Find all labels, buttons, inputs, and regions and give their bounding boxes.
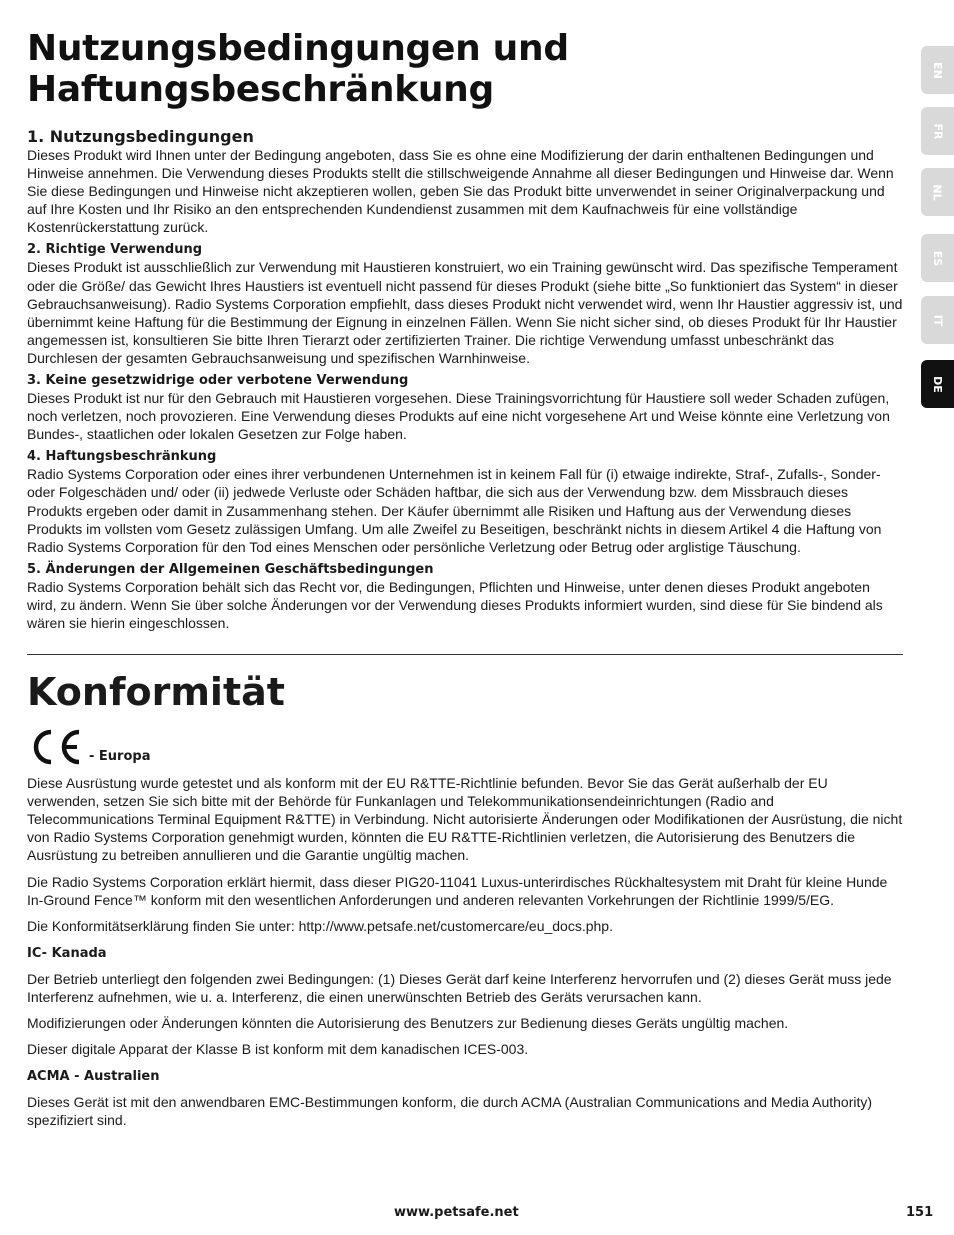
europe-row — [27, 726, 903, 766]
language-tab-de[interactable]: DE — [921, 360, 954, 408]
page-title-line2: Haftungsbeschränkung — [27, 69, 494, 110]
section4-heading: 4. Haftungsbeschränkung — [27, 449, 217, 465]
language-tab-nl[interactable]: NL — [921, 168, 954, 216]
section5-text: Radio Systems Corporation behält sich das Recht vor, die Bedingungen, Pflichten und Hinweise, unter denen dieses Produkt angeboten wird, zu ändern. Wenn Sie über solche Änderungen vor der Verwendung dieses Produkts informiert wurden, sind diese für Sie bindend als wären sie hierin eingeschlossen. — [27, 578, 883, 631]
page-number: 151 — [906, 1205, 934, 1220]
canada-paragraph-1: Der Betrieb unterliegt den folgenden zwei Bedingungen: (1) Dieses Gerät darf keine Interferenz hervorrufen und (2) dieses Gerät muss jede Interferenz aufnehmen, wie u. a. Interferenz, die einen unerwünschten Betrieb des Geräts verursachen kann. — [27, 970, 892, 1005]
europe-label: - Europa — [89, 749, 151, 765]
ce-mark-icon — [27, 728, 83, 766]
europe-paragraph-2: Die Radio Systems Corporation erklärt hiermit, dass dieser PIG20-11041 Luxus-unterirdisches Rückhaltesystem mit Draht für kleine Hunde In-Ground Fence™ konform mit den wesentlichen Anforderungen und anderen relevanten Vorkehrungen der Richtlinie 1999/5/EG. — [27, 873, 888, 908]
page-title-line1: Nutzungsbedingungen und — [27, 28, 569, 69]
europe-paragraph-1: Diese Ausrüstung wurde getestet und als konform mit der EU R&TTE-Richtlinie befunden. Bevor Sie das Gerät außerhalb der EU verwenden, setzen Sie sich bitte mit der Behörde für Funkanlagen und Telekommunikationsendeinrichtungen (Radio and Telecommunications Terminal Equipment R&TTE) in Verbindung. Nicht autorisierte Änderungen oder Modifikationen der Ausrüstung, die nicht von Radio Systems Corporation genehmigt wurden, könnten die EU R&TTE-Richtlinien verletzen, die Autorisierung des Benutzers die Ausrüstung zu betreiben annullieren und die Garantie ungültig machen. — [27, 775, 903, 864]
canada-paragraph-3: Dieser digitale Apparat der Klasse B ist konform mit dem kanadischen ICES-003. — [27, 1041, 529, 1058]
australia-paragraph-1: Dieses Gerät ist mit den anwendbaren EMC-Bestimmungen konform, die durch ACMA (Australian Communications and Media Authority) spezifiziert sind. — [27, 1094, 873, 1129]
section1-text: Dieses Produkt wird Ihnen unter der Bedingung angeboten, dass Sie es ohne eine Modifizierung der darin enthaltenen Bedingungen und Hinweise annehmen. Die Verwendung dieses Produkts stellt die stillschweigende Annahme all dieser Bedingungen und Hinweise dar. Wenn Sie diese Bedingungen und Hinweise nicht akzeptieren wollen, geben Sie das Produkt bitte unverwendet in seiner Originalverpackung und auf Ihre Kosten und Ihr Risiko an den entsprechenden Kundendienst zusammen mit dem Kaufnachweis für eine vollständige Kostenrückerstattung zurück. — [27, 147, 894, 236]
section1-heading: 1. Nutzungsbedingungen — [27, 127, 254, 146]
conformity-heading: Konformität — [27, 670, 285, 715]
australia-heading: ACMA - Australien — [27, 1069, 160, 1085]
language-tab-fr[interactable]: FR — [921, 107, 954, 155]
section2-heading: 2. Richtige Verwendung — [27, 242, 203, 258]
document-page — [27, 28, 903, 1129]
language-tab-es[interactable]: ES — [921, 234, 954, 282]
canada-paragraph-2: Modifizierungen oder Änderungen könnten die Autorisierung des Benutzers zur Bedienung dieses Geräts ungültig machen. — [27, 1015, 789, 1031]
page-title — [27, 28, 903, 110]
footer-url[interactable]: www.petsafe.net — [394, 1205, 519, 1220]
europe-paragraph-3: Die Konformitätserklärung finden Sie unter: http://www.petsafe.net/customercare/eu_docs.php. — [27, 917, 613, 934]
section5-heading: 5. Änderungen der Allgemeinen Geschäftsbedingungen — [27, 561, 434, 577]
section4-text: Radio Systems Corporation oder eines ihrer verbundenen Unternehmen ist in keinem Fall für (i) etwaige indirekte, Straf-, Zufalls-, Sonder- oder Folgeschäden und/ oder (ii) jedwede Verluste oder Schäden haftbar, die sich aus der Verwendung bzw. dem Missbrauch dieses Produkts ergeben oder damit in Zusammenhang stehen. Der Käufer übernimmt alle Risiken und Haftung aus der Verwendung dieses Produkts im vollsten vom Gesetz zulässigen Umfang. Um alle Zweifel zu Beseitigen, beschränkt nichts in diesem Artikel 4 die Haftung von Radio Systems Corporation für den Tod eines Menschen oder persönliche Verletzung oder Betrug oder arglistige Täuschung. — [27, 466, 882, 555]
section2-text: Dieses Produkt ist ausschließlich zur Verwendung mit Haustieren konstruiert, wo ein Training gewünscht wird. Das spezifische Temperament oder die Größe/ das Gewicht Ihres Haustiers ist eventuell nicht passend für dieses Produkt (siehe bitte „So funktioniert das System“ in dieser Gebrauchsanweisung). Radio Systems Corporation empfiehlt, dass dieses Produkt nicht verwendet wird, wenn Ihr Haustier aggressiv ist, und übernimmt keine Haftung für die Bestimmung der Eignung in einzelnen Fällen. Wenn Sie nicht sicher sind, ob dieses Produkt für Ihr Haustier angemessen ist, konsultieren Sie bitte Ihren Tierarzt oder zertifizierten Trainer. Die richtige Verwendung umfasst unbeschränkt das Durchlesen der gesamten Gebrauchsanweisung und spezifischen Warnhinweise. — [27, 259, 903, 366]
section-divider — [27, 654, 903, 655]
canada-heading: IC- Kanada — [27, 945, 107, 961]
language-tab-it[interactable]: IT — [921, 296, 954, 344]
section3-heading: 3. Keine gesetzwidrige oder verbotene Verwendung — [27, 373, 409, 389]
section3-text: Dieses Produkt ist nur für den Gebrauch mit Haustieren vorgesehen. Diese Trainingsvorrichtung für Haustiere soll weder Schaden zufügen, noch verletzen, noch provozieren. Eine Verwendung dieses Produkts auf eine nicht vorgesehene Art und Weise könnte eine Verletzung von Bundes-, staatlichen oder lokalen Gesetzen zur Folge haben. — [27, 390, 890, 443]
language-tab-en[interactable]: EN — [921, 46, 954, 94]
